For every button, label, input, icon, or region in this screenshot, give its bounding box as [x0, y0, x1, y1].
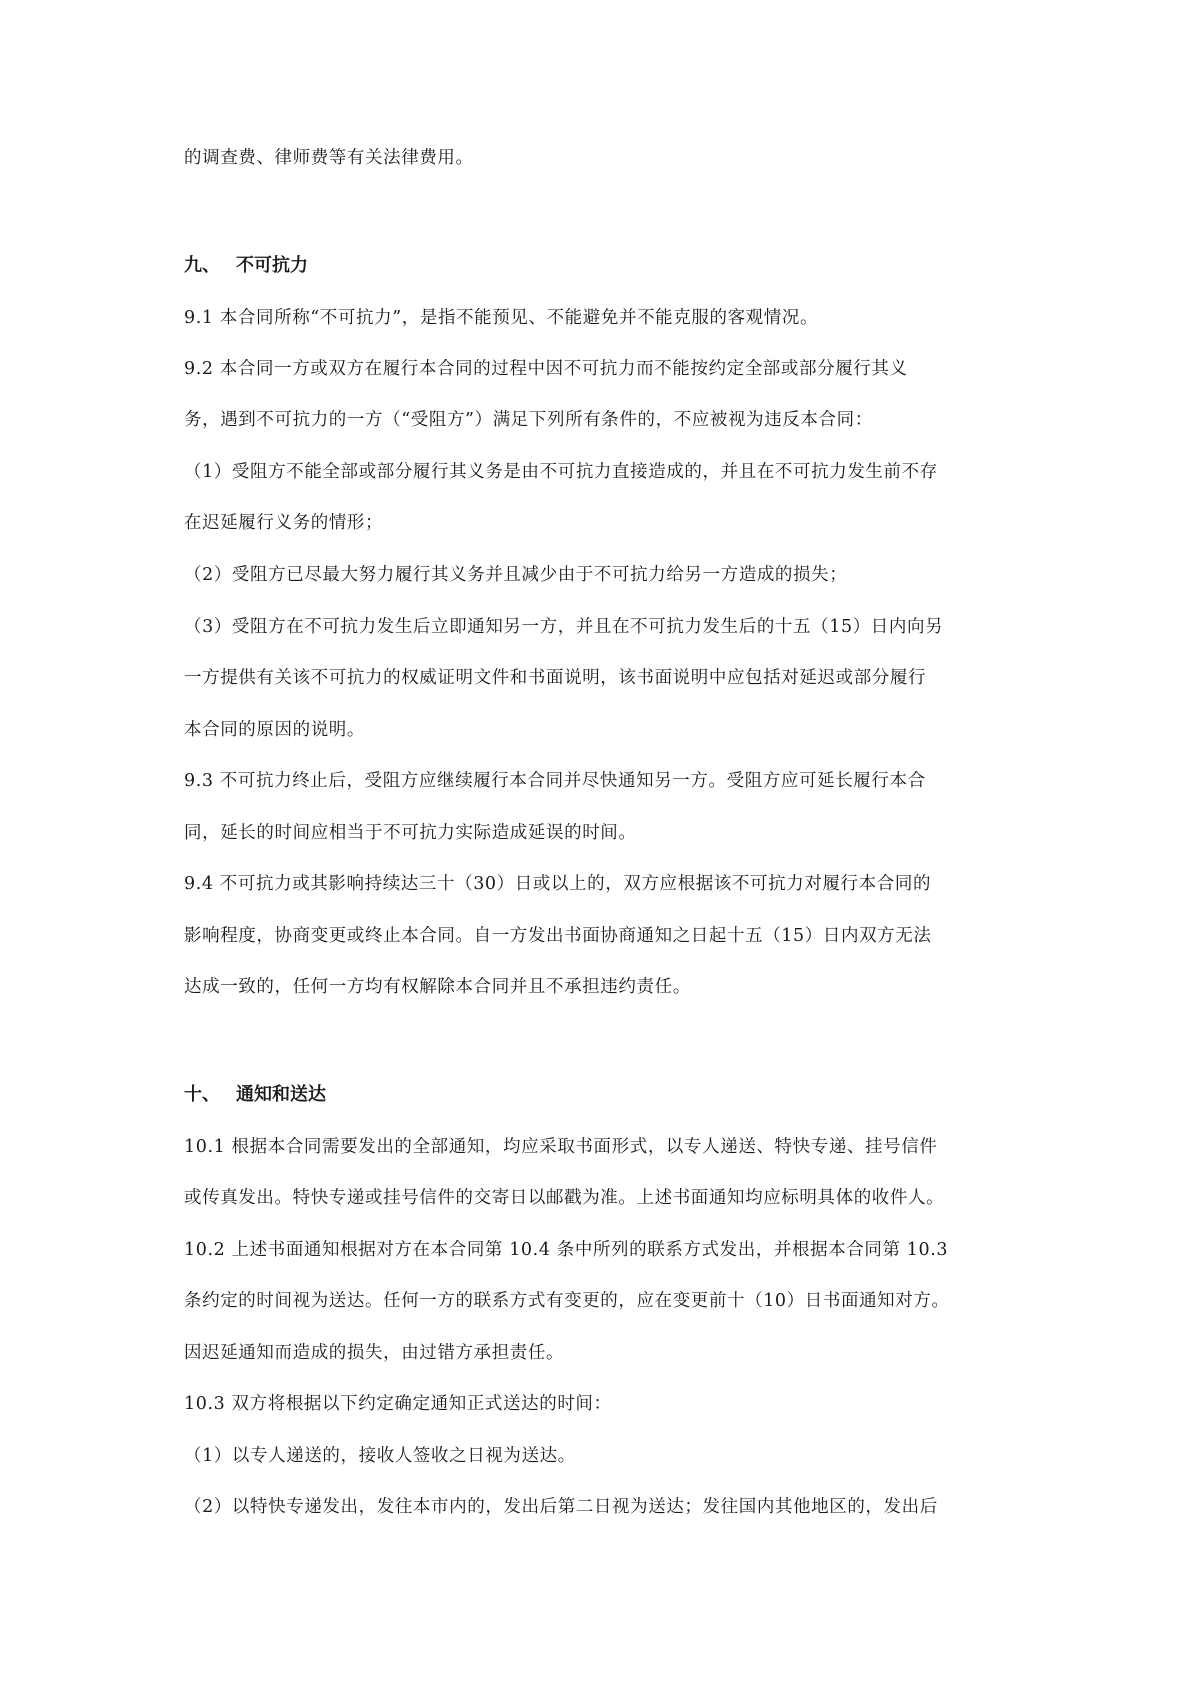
paragraph-line: 条约定的时间视为送达。任何一方的联系方式有变更的，应在变更前十（10）日书面通知对方。 [184, 1291, 950, 1311]
paragraph-line: 9.3 不可抗力终止后，受阻方应继续履行本合同并尽快通知另一方。受阻方应可延长履行本合 [184, 771, 926, 791]
paragraph-line: 因迟延通知而造成的损失，由过错方承担责任。 [184, 1343, 565, 1363]
paragraph-line: 9.2 本合同一方或双方在履行本合同的过程中因不可抗力而不能按约定全部或部分履行其义 [184, 359, 908, 379]
paragraph-line: 达成一致的，任何一方均有权解除本合同并且不承担违约责任。 [184, 977, 691, 997]
paragraph-line: （1）以专人递送的，接收人签收之日视为送达。 [184, 1446, 576, 1466]
paragraph-line: 或传真发出。特快专递或挂号信件的交寄日以邮戳为准。上述书面通知均应标明具体的收件人。 [184, 1188, 945, 1208]
paragraph-line: 9.4 不可抗力或其影响持续达三十（30）日或以上的，双方应根据该不可抗力对履行本合同的 [184, 874, 932, 894]
paragraph-line: 本合同的原因的说明。 [184, 720, 365, 740]
paragraph-line: 同，延长的时间应相当于不可抗力实际造成延误的时间。 [184, 823, 637, 843]
paragraph-line: 在迟延履行义务的情形； [184, 513, 384, 533]
section-heading-force-majeure [184, 254, 308, 278]
paragraph-line: 10.1 根据本合同需要发出的全部通知，均应采取书面形式，以专人递送、特快专递、挂号信件 [184, 1137, 938, 1157]
paragraph-line: 影响程度，协商变更或终止本合同。自一方发出书面协商通知之日起十五（15）日内双方无法 [184, 926, 932, 946]
section-title: 不可抗力 [236, 255, 308, 276]
paragraph-line: 9.1 本合同所称“不可抗力”，是指不能预见、不能避免并不能克服的客观情况。 [184, 308, 819, 328]
paragraph-line: （3）受阻方在不可抗力发生后立即通知另一方，并且在不可抗力发生后的十五（15）日内向另 [184, 617, 944, 637]
section-title: 通知和送达 [236, 1084, 326, 1105]
continuation-line: 的调查费、律师费等有关法律费用。 [184, 148, 474, 168]
paragraph-line: （1）受阻方不能全部或部分履行其义务是由不可抗力直接造成的，并且在不可抗力发生前不存 [184, 462, 938, 482]
section-number: 九、 [184, 255, 220, 276]
paragraph-line: 务，遇到不可抗力的一方（“受阻方”）满足下列所有条件的，不应被视为违反本合同： [184, 410, 873, 430]
paragraph-line: （2）受阻方已尽最大努力履行其义务并且减少由于不可抗力给另一方造成的损失； [184, 565, 848, 585]
paragraph-line: （2）以特快专递发出，发往本市内的，发出后第二日视为送达；发往国内其他地区的，发出后 [184, 1497, 938, 1517]
paragraph-line: 10.3 双方将根据以下约定确定通知正式送达的时间： [184, 1394, 612, 1414]
paragraph-line: 10.2 上述书面通知根据对方在本合同第 10.4 条中所列的联系方式发出，并根据本合同第 10.3 [184, 1240, 949, 1260]
section-heading-notices [184, 1083, 326, 1107]
section-number: 十、 [184, 1084, 220, 1105]
paragraph-line: 一方提供有关该不可抗力的权威证明文件和书面说明，该书面说明中应包括对延迟或部分履行 [184, 668, 927, 688]
